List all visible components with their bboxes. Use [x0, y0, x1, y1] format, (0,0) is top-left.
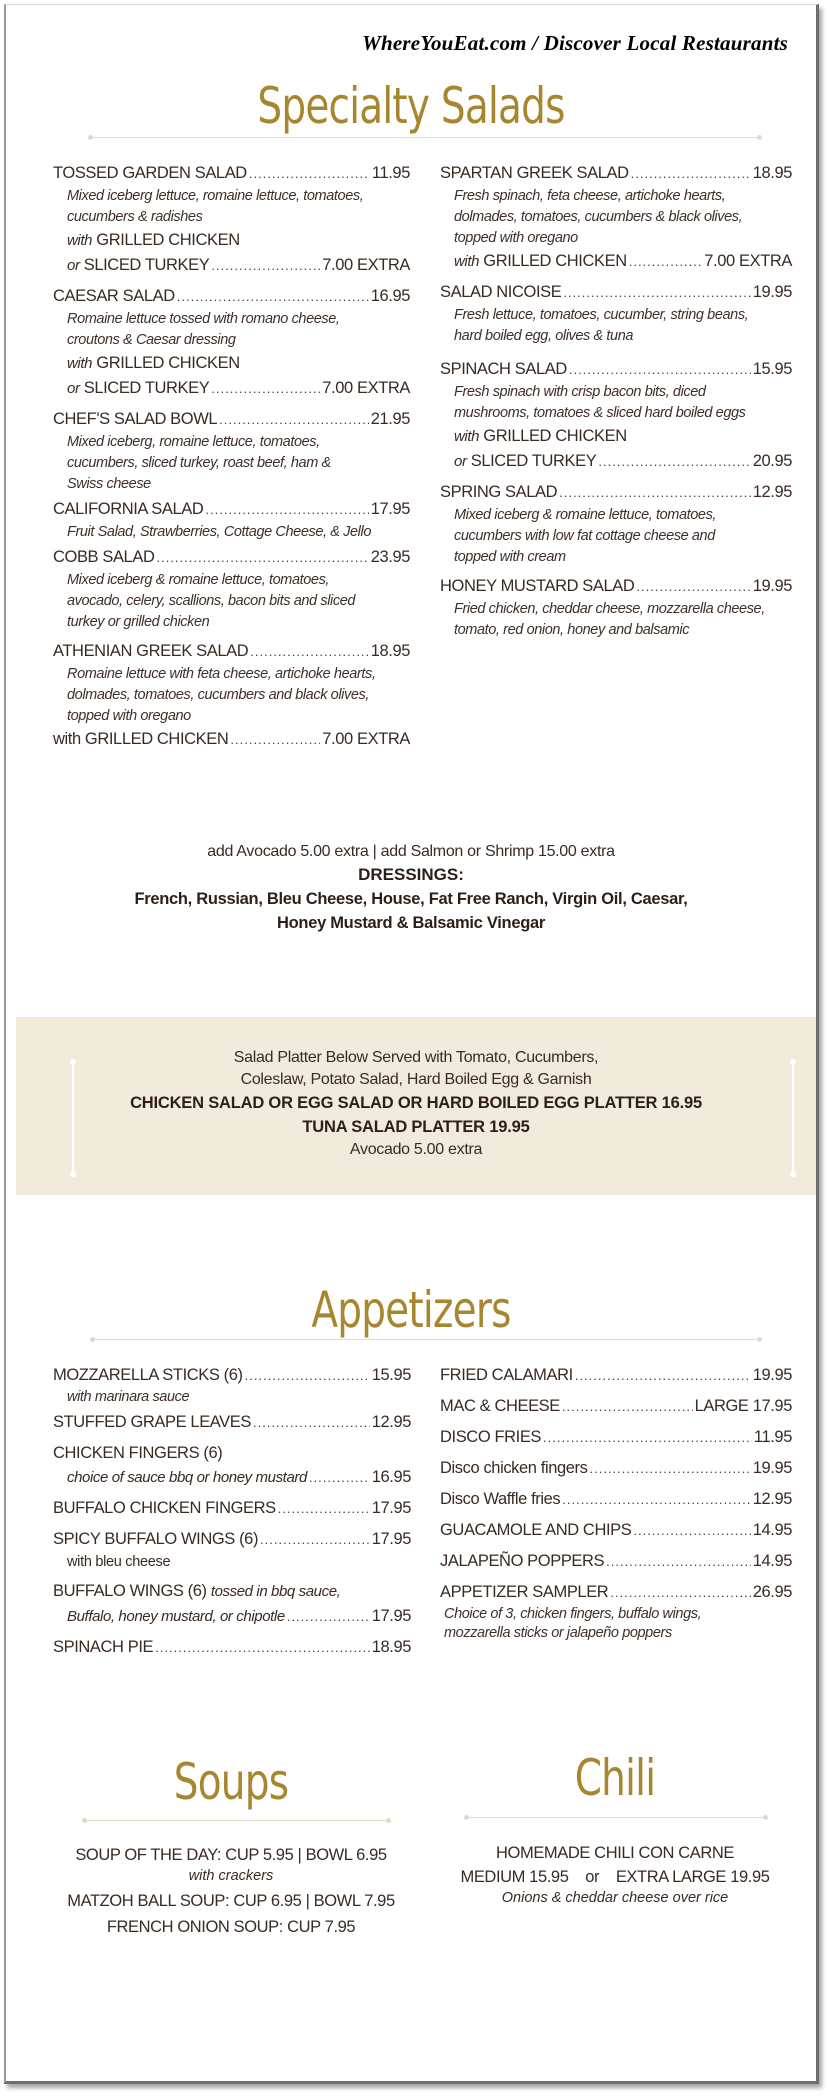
menu-item [53, 497, 410, 543]
soups-section [41, 1753, 421, 1811]
item-price: 19.95 [752, 1459, 792, 1477]
item-desc: cucumbers with low fat cottage cheese and [454, 528, 715, 544]
item-desc: cucumbers, sliced turkey, roast beef, ham & [67, 455, 331, 471]
addon-price: 7.00 EXTRA [322, 256, 410, 274]
item-name: CHEF'S SALAD BOWL [53, 410, 218, 428]
item-desc: hard boiled egg, olives & tuna [454, 328, 634, 344]
item-desc: Romaine lettuce tossed with romano cheese, [67, 311, 340, 327]
item-desc: dolmades, tomatoes, cucumbers and black olives, [67, 687, 369, 703]
item-name: SPARTAN GREEK SALAD [440, 164, 629, 182]
soup-item-desc: with crackers [188, 1868, 274, 1884]
divider-rule [466, 1817, 766, 1818]
item-name: JALAPEÑO POPPERS [440, 1552, 605, 1570]
addon-price: 7.00 EXTRA [322, 730, 410, 748]
item-name: GUACAMOLE AND CHIPS [440, 1521, 632, 1539]
item-name: HONEY MUSTARD SALAD [440, 577, 635, 595]
item-name: STUFFED GRAPE LEAVES [53, 1413, 251, 1431]
addon-label: SLICED TURKEY [83, 256, 210, 274]
item-name: SPINACH PIE [53, 1638, 154, 1656]
addon-label: SLICED TURKEY [83, 379, 210, 397]
item-name: SPICY BUFFALO WINGS (6) [53, 1530, 259, 1548]
site-title: WhereYouEat.com / Discover Local Restaurants [362, 31, 788, 55]
item-desc: avocado, celery, scallions, bacon bits and sliced [67, 593, 356, 609]
menu-item [440, 1456, 792, 1481]
item-price: 11.95 [371, 164, 410, 182]
item-name: SPRING SALAD [440, 483, 558, 501]
menu-item: CAESAR SALAD ..... 16.95 Romaine lettuce tossed with romano cheese, croutons & Caesar dressing with GRILLED CHICKEN or SLICED TURKEY ..... 7.00 EXTRA [53, 284, 410, 401]
item-desc: topped with cream [454, 549, 566, 565]
platter-item: CHICKEN SALAD OR EGG SALAD OR HARD BOILED EGG PLATTER 16.95 [130, 1094, 702, 1112]
item-name: Disco Waffle fries [440, 1490, 561, 1508]
menu-item [53, 407, 410, 495]
menu-item [53, 1635, 411, 1660]
chili-desc: Onions & cheddar cheese over rice [501, 1890, 729, 1906]
dressings-list: French, Russian, Bleu Cheese, House, Fat Free Ranch, Virgin Oil, Caesar, [134, 890, 688, 908]
item-desc: Fruit Salad, Strawberries, Cottage Cheese, & Jello [67, 524, 371, 540]
menu-item [440, 1487, 792, 1512]
divider-rule [90, 137, 760, 138]
chili-list [425, 1841, 805, 1907]
item-desc: mushrooms, tomatoes & sliced hard boiled eggs [454, 405, 746, 421]
soup-item: MATZOH BALL SOUP: CUP 6.95 | BOWL 7.95 [67, 1892, 395, 1910]
item-desc: with marinara sauce [67, 1389, 190, 1405]
item-price: 17.95 [371, 1607, 411, 1625]
item-price: 17.95 [371, 1499, 411, 1517]
item-name: FRIED CALAMARI [440, 1366, 573, 1384]
platter-item: TUNA SALAD PLATTER 19.95 [302, 1118, 530, 1136]
item-name: CALIFORNIA SALAD [53, 500, 204, 518]
item-name: TOSSED GARDEN SALAD [53, 164, 247, 182]
item-name: DISCO FRIES [440, 1428, 542, 1446]
section-title-salads: Specialty Salads [257, 77, 565, 135]
item-subname: Buffalo, honey mustard, or chipotle [67, 1608, 285, 1625]
addon-label: GRILLED CHICKEN [483, 427, 627, 445]
item-price: LARGE 17.95 [694, 1397, 792, 1415]
dressings-list: Honey Mustard & Balsamic Vinegar [277, 914, 545, 932]
chili-section [425, 1749, 805, 1807]
menu-item [53, 1441, 411, 1490]
item-price: 12.95 [752, 1490, 792, 1508]
item-desc: topped with oregano [67, 708, 191, 724]
item-name: MAC & CHEESE [440, 1397, 560, 1415]
item-name: SPINACH SALAD [440, 360, 567, 378]
soups-list [41, 1843, 421, 1939]
item-price: 11.95 [753, 1428, 792, 1446]
addons-note: add Avocado 5.00 extra | add Salmon or Shrimp 15.00 extra [207, 843, 615, 860]
menu-item [53, 1363, 411, 1406]
item-desc: cucumbers & radishes [67, 209, 203, 225]
item-price: 18.95 [370, 642, 410, 660]
chili-sizes: MEDIUM 15.95 or EXTRA LARGE 19.95 [460, 1868, 770, 1886]
item-desc: turkey or grilled chicken [67, 614, 210, 630]
item-desc: Mixed iceberg lettuce, romaine lettuce, tomatoes, [67, 188, 364, 204]
item-subname: choice of sauce bbq or honey mustard [67, 1469, 307, 1486]
item-price: 14.95 [752, 1521, 792, 1539]
menu-item [440, 1394, 792, 1419]
item-desc: Mixed iceberg & romaine lettuce, tomatoes, [454, 507, 717, 523]
item-desc: tossed in bbq sauce, [210, 1583, 341, 1600]
appetizers-right-column [440, 1363, 792, 1643]
item-name: CAESAR SALAD [53, 287, 175, 305]
item-price: 14.95 [752, 1552, 792, 1570]
addon-label: GRILLED CHICKEN [96, 354, 240, 372]
menu-item [53, 1579, 411, 1629]
menu-page [4, 4, 819, 2084]
item-name: BUFFALO CHICKEN FINGERS [53, 1499, 276, 1517]
menu-item: SPARTAN GREEK SALAD ..... 18.95 Fresh spinach, feta cheese, artichoke hearts, dolmades, tomatoes, cucumbers & black olives, topped with oregano with GRILLED CHICKEN ..... 7.00 EXTRA [440, 161, 792, 274]
item-name: SALAD NICOISE [440, 283, 562, 301]
item-desc: Fried chicken, cheddar cheese, mozzarella cheese, [454, 601, 765, 617]
item-price: 17.95 [370, 500, 410, 518]
item-desc: croutons & Caesar dressing [67, 332, 236, 348]
platter-note: Salad Platter Below Served with Tomato, Cucumbers, [233, 1049, 599, 1066]
item-name: Disco chicken fingers [440, 1459, 588, 1477]
salad-extras [6, 841, 816, 935]
dressings-title: DRESSINGS: [358, 865, 464, 884]
chili-item: HOMEMADE CHILI CON CARNE [496, 1844, 734, 1862]
item-desc: dolmades, tomatoes, cucumbers & black olives, [454, 209, 743, 225]
divider-rule [92, 1339, 760, 1340]
item-desc: Fresh spinach with crisp bacon bits, diced [454, 384, 706, 400]
item-name: CHICKEN FINGERS (6) [53, 1444, 223, 1462]
platter-note: Coleslaw, Potato Salad, Hard Boiled Egg & Garnish [240, 1071, 592, 1088]
menu-item [440, 1425, 792, 1450]
item-price: 15.95 [752, 360, 792, 378]
divider-rule [84, 1820, 389, 1821]
item-name: BUFFALO WINGS (6) [53, 1582, 207, 1600]
menu-item: TOSSED GARDEN SALAD ..... 11.95 Mixed iceberg lettuce, romaine lettuce, tomatoes, cucumbers & radishes with GRILLED CHICKEN or SLICED TURKEY ..... 7.00 EXTRA [53, 161, 410, 278]
item-desc: Swiss cheese [67, 476, 151, 492]
menu-item: SPINACH SALAD ..... 15.95 Fresh spinach with crisp bacon bits, diced mushrooms, tomatoes & sliced hard boiled eggs with GRILLED CHICKEN or SLICED TURKEY ..... 20.95 [440, 357, 792, 474]
soup-item: FRENCH ONION SOUP: CUP 7.95 [106, 1918, 356, 1936]
salads-right-column [440, 161, 792, 647]
item-desc: mozzarella sticks or jalapeño poppers [444, 1625, 672, 1641]
section-title-appetizers: Appetizers [311, 1281, 511, 1339]
addon-label: with GRILLED CHICKEN [53, 730, 229, 748]
salads-left-column [53, 161, 410, 758]
item-name: APPETIZER SAMPLER [440, 1583, 609, 1601]
item-price: 19.95 [752, 577, 792, 595]
item-price: 16.95 [371, 1468, 411, 1486]
menu-item [440, 480, 792, 568]
item-price: 26.95 [752, 1583, 792, 1601]
menu-item [440, 574, 792, 641]
section-title-chili: Chili [574, 1749, 656, 1807]
menu-item [53, 545, 410, 633]
addon-price: 7.00 EXTRA [322, 379, 410, 397]
item-desc: Fresh spinach, feta cheese, artichoke hearts, [454, 188, 726, 204]
addon-label: GRILLED CHICKEN [96, 231, 240, 249]
menu-item [53, 1527, 411, 1573]
item-price: 18.95 [371, 1638, 411, 1656]
menu-item [440, 1518, 792, 1543]
menu-item [53, 639, 410, 752]
item-price: 12.95 [371, 1413, 411, 1431]
item-name: MOZZARELLA STICKS (6) [53, 1366, 243, 1384]
item-price: 18.95 [752, 164, 792, 182]
item-price: 17.95 [371, 1530, 411, 1548]
menu-item [440, 280, 792, 347]
item-desc: Mixed iceberg, romaine lettuce, tomatoes, [67, 434, 320, 450]
item-name: ATHENIAN GREEK SALAD [53, 642, 249, 660]
item-price: 21.95 [370, 410, 410, 428]
addon-label: SLICED TURKEY [470, 452, 597, 470]
addon-price: 20.95 [752, 452, 792, 470]
item-desc: with bleu cheese [67, 1554, 171, 1570]
section-title-soups: Soups [173, 1753, 289, 1811]
menu-item [53, 1410, 411, 1435]
item-price: 19.95 [752, 283, 792, 301]
item-desc: Choice of 3, chicken fingers, buffalo wings, [444, 1606, 702, 1622]
menu-item [440, 1363, 792, 1388]
item-price: 19.95 [752, 1366, 792, 1384]
addon-label: GRILLED CHICKEN [483, 252, 627, 270]
item-desc: Fresh lettuce, tomatoes, cucumber, string beans, [454, 307, 749, 323]
item-price: 16.95 [370, 287, 410, 305]
menu-item [53, 1496, 411, 1521]
item-price: 12.95 [752, 483, 792, 501]
platter-box [16, 1017, 816, 1195]
item-desc: Romaine lettuce with feta cheese, artichoke hearts, [67, 666, 376, 682]
soup-item: SOUP OF THE DAY: CUP 5.95 | BOWL 6.95 [75, 1846, 387, 1864]
menu-item [440, 1549, 792, 1574]
item-desc: Mixed iceberg & romaine lettuce, tomatoes, [67, 572, 330, 588]
item-desc: topped with oregano [454, 230, 578, 246]
platter-extra: Avocado 5.00 extra [349, 1141, 483, 1158]
item-desc: tomato, red onion, honey and balsamic [454, 622, 690, 638]
item-name: COBB SALAD [53, 548, 155, 566]
item-price: 15.95 [371, 1366, 411, 1384]
item-price: 23.95 [370, 548, 410, 566]
menu-item [440, 1580, 792, 1643]
addon-price: 7.00 EXTRA [704, 252, 792, 270]
appetizers-left-column [53, 1363, 411, 1660]
